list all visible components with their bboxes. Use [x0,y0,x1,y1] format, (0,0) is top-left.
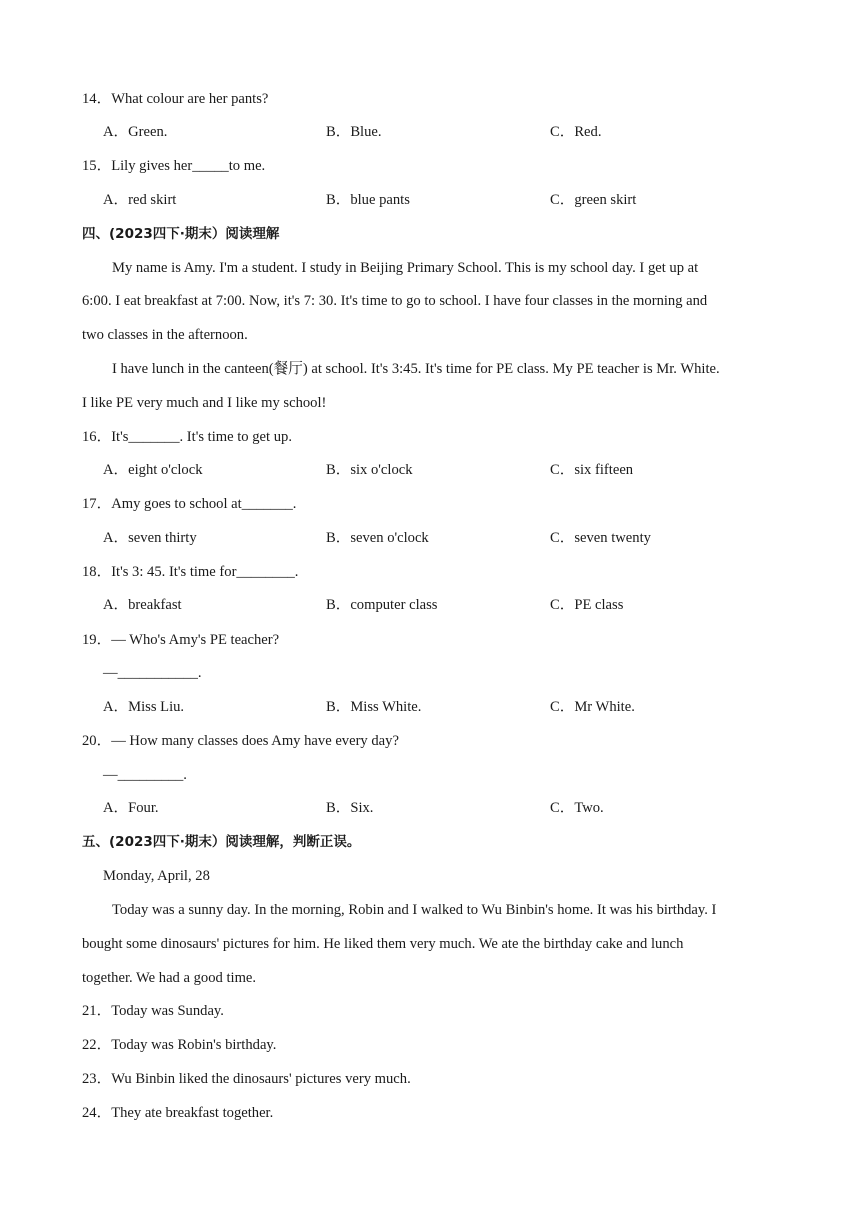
question-18: 18．It's 3: 45. It's time for________. [82,564,299,580]
question-15-options [0,190,860,210]
passage-line: two classes in the afternoon. [82,327,248,343]
option-a: A．eight o'clock [103,462,203,478]
option-a: A．Miss Liu. [103,699,185,715]
option-c: C．seven twenty [550,530,651,546]
question-20: 20．— How many classes does Amy have every day? [82,733,399,749]
passage-line: 6:00. I eat breakfast at 7:00. Now, it's 7: 30. It's time to go to school. I have four classes in the morning and [82,293,708,309]
answer-blank: —_________. [103,767,187,783]
section-5-heading: 五、(2023四下·期末）阅读理解，判断正误。 [82,834,361,850]
diary-date: Monday, April, 28 [103,868,210,884]
passage-line: together. We had a good time. [82,970,257,986]
option-b: B．Miss White. [326,699,422,715]
option-c: C．green skirt [550,192,637,208]
option-b: B．Blue. [326,124,382,140]
question-15: 15．Lily gives her_____to me. [82,158,266,174]
question-21: 21．Today was Sunday. [82,1003,224,1019]
section-4-heading: 四、(2023四下·期末）阅读理解 [82,226,280,242]
passage-line: Today was a sunny day. In the morning, Robin and I walked to Wu Binbin's home. It was his birthday. I [112,902,717,918]
option-b: B．six o'clock [326,462,413,478]
question-16-options [0,460,860,480]
option-b: B．computer class [326,597,438,613]
option-c: C．Mr White. [550,699,635,715]
question-14: 14．What colour are her pants? [82,91,269,107]
option-a: A．breakfast [103,597,182,613]
question-16: 16．It's_______. It's time to get up. [82,429,292,445]
option-a: A．Green. [103,124,168,140]
passage-line: bought some dinosaurs' pictures for him. He liked them very much. We ate the birthday cake and lunch [82,936,684,952]
option-a: A．red skirt [103,192,177,208]
option-c: C．six fifteen [550,462,634,478]
option-c: C．Red. [550,124,602,140]
option-c: C．PE class [550,597,624,613]
option-b: B．blue pants [326,192,410,208]
question-18-options [0,595,860,615]
passage-line: I like PE very much and I like my school! [82,395,327,411]
question-19: 19．— Who's Amy's PE teacher? [82,632,280,648]
answer-blank: —___________. [103,665,202,681]
question-17-options [0,528,860,548]
option-b: B．seven o'clock [326,530,429,546]
option-b: B．Six. [326,800,374,816]
option-a: A．seven thirty [103,530,197,546]
question-22: 22．Today was Robin's birthday. [82,1037,277,1053]
question-24: 24．They ate breakfast together. [82,1105,274,1121]
option-a: A．Four. [103,800,159,816]
option-c: C．Two. [550,800,604,816]
passage-line: I have lunch in the canteen(餐厅) at school. It's 3:45. It's time for PE class. My PE teacher is Mr. White. [112,361,720,377]
question-20-options [0,798,860,818]
question-14-options [0,122,860,142]
question-19-options [0,697,860,717]
question-17: 17．Amy goes to school at_______. [82,496,297,512]
passage-line: My name is Amy. I'm a student. I study in Beijing Primary School. This is my school day. I get up at [112,260,699,276]
question-23: 23．Wu Binbin liked the dinosaurs' pictures very much. [82,1071,411,1087]
